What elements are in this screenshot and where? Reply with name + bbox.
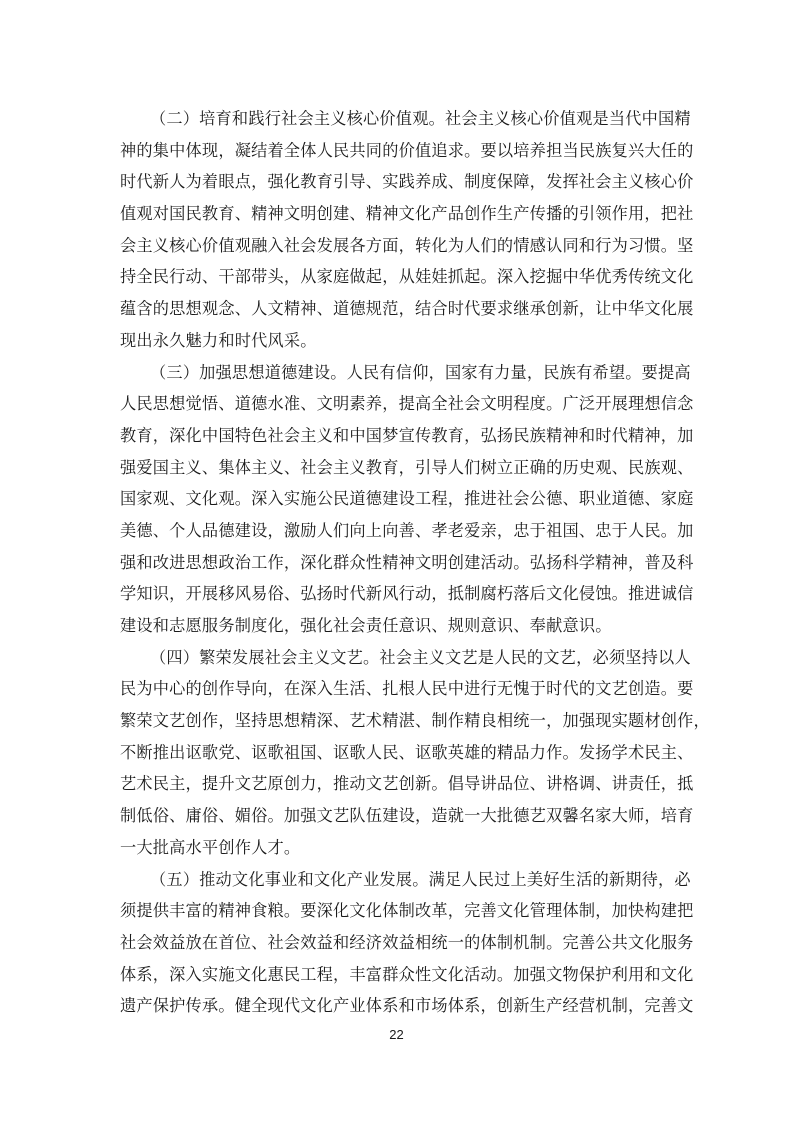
text-line: 美德、个人品德建设，激励人们向上向善、孝老爱亲，忠于祖国、忠于人民。加: [120, 520, 694, 540]
text-line: 制低俗、庸俗、媚俗。加强文艺队伍建设，造就一大批德艺双馨名家大师，培育: [120, 806, 694, 826]
text-line: 持全民行动、干部带头，从家庭做起，从娃娃抓起。深入挖掘中华优秀传统文化: [120, 267, 694, 287]
text-line: 须提供丰富的精神食粮。要深化文化体制改革，完善文化管理体制，加快构建把: [120, 901, 694, 921]
text-line: 不断推出讴歌党、讴歌祖国、讴歌人民、讴歌英雄的精品力作。发扬学术民主、: [120, 742, 694, 762]
text-line: 学知识，开展移风易俗、弘扬时代新风行动，抵制腐朽落后文化侵蚀。推进诚信: [120, 584, 694, 604]
text-line: 教育，深化中国特色社会主义和中国梦宣传教育，弘扬民族精神和时代精神，加: [120, 425, 694, 445]
text-line: 社会效益放在首位、社会效益和经济效益相统一的体制机制。完善公共文化服务: [120, 932, 694, 952]
paragraph-core-values: [120, 103, 694, 357]
text-line: 会主义核心价值观融入社会发展各方面，转化为人们的情感认同和行为习惯。坚: [120, 235, 694, 255]
text-line: 艺术民主，提升文艺原创力，推动文艺创新。倡导讲品位、讲格调、讲责任，抵: [120, 774, 694, 794]
text-line: 现出永久魅力和时代风采。: [120, 330, 317, 350]
paragraph-literature-arts: [120, 642, 710, 864]
text-line: 建设和志愿服务制度化，强化社会责任意识、规则意识、奉献意识。: [120, 616, 612, 635]
text-line: 民为中心的创作导向，在深入生活、扎根人民中进行无愧于时代的文艺创造。要: [120, 679, 694, 699]
text-line: 强爱国主义、集体主义、社会主义教育，引导人们树立正确的历史观、民族观、: [120, 457, 694, 477]
text-line: 人民思想觉悟、道德水准、文明素养，提高全社会文明程度。广泛开展理想信念: [120, 394, 694, 414]
text-line: 体系，深入实施文化惠民工程，丰富群众性文化活动。加强文物保护利用和文化: [120, 964, 694, 984]
page-number: 22: [389, 1027, 404, 1042]
text-line: 值观对国民教育、精神文明创建、精神文化产品创作生产传播的引领作用，把社: [120, 204, 694, 224]
text-line: 强和改进思想政治工作，深化群众性精神文明创建活动。弘扬科学精神，普及科: [120, 552, 694, 572]
body-text: [120, 103, 710, 1022]
paragraph-cultural-industry: [120, 864, 694, 1022]
text-line: （三）加强思想道德建设。人民有信仰，国家有力量，民族有希望。要提高: [150, 362, 691, 382]
text-line: 时代新人为着眼点，强化教育引导、实践养成、制度保障，发挥社会主义核心价: [120, 172, 694, 192]
text-line: 蕴含的思想观念、人文精神、道德规范，结合时代要求继承创新，让中华文化展: [120, 299, 694, 319]
paragraph-moral-construction: [120, 357, 694, 642]
text-line: 神的集中体现，凝结着全体人民共同的价值追求。要以培养担当民族复兴大任的: [120, 140, 694, 160]
text-line: 国家观、文化观。深入实施公民道德建设工程，推进社会公德、职业道德、家庭: [120, 489, 694, 509]
text-line: （四）繁荣发展社会主义文艺。社会主义文艺是人民的文艺，必须坚持以人: [150, 647, 691, 667]
text-line: （二）培育和践行社会主义核心价值观。社会主义核心价值观是当代中国精: [150, 109, 691, 128]
text-line: 繁荣文艺创作，坚持思想精深、艺术精湛、制作精良相统一，加强现实题材创作，: [120, 711, 710, 731]
text-line: 一大批高水平创作人才。: [120, 837, 301, 857]
text-line: （五）推动文化事业和文化产业发展。满足人民过上美好生活的新期待，必: [150, 869, 691, 889]
text-line: 遗产保护传承。健全现代文化产业体系和市场体系，创新生产经营机制，完善文: [120, 996, 694, 1016]
